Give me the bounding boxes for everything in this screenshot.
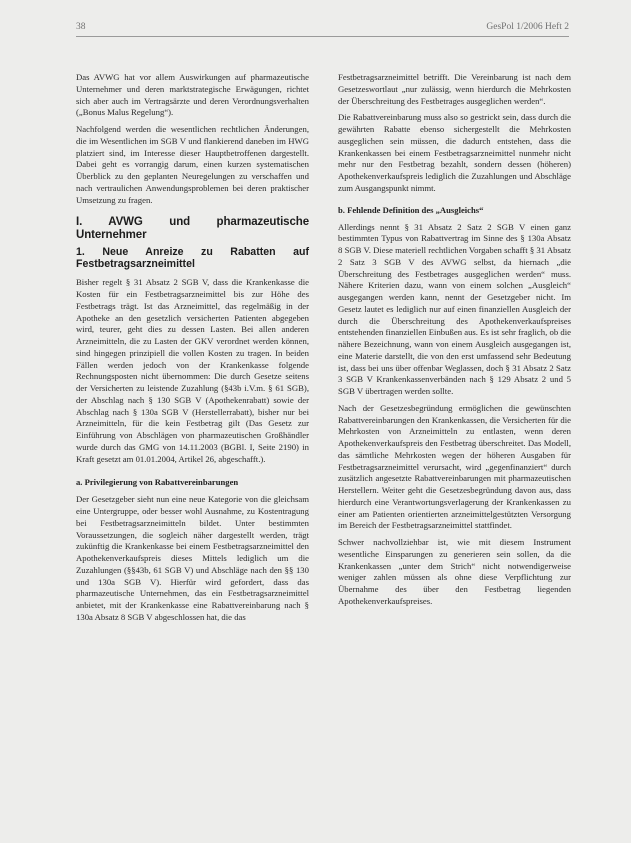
body-paragraph: Allerdings nennt § 31 Absatz 2 Satz 2 SGB V einen ganz bestimmten Typus von Rabattvertrag im Sinne des § 130a Absatz 8 SGB V. Diese materiell rechtlichen Vorgaben schafft § 31 Absatz 2 Satz 3 SGB V des AVWG selbst, da hiernach „die Überschreitung des Festbetrages ausgeglichen werden“ muss. Nähere Kriterien dazu, wann von einem solchen „Ausgleich“ ausgegangen werden kann, nennt der Gesetzgeber nicht. Im Gesetz lautet es lediglich nur auf einen finanziellen Ausgleich der durch die Überschreitung des Apothekenverkaufspreises entstehenden finanziellen Einbußen aus. Es ist sehr fraglich, ob die nähere Bezeichnung, wann von einem Ausgleich ausgegangen ist, eine Materie darstellt, die von den erst umfassend sehr Bedeutung ist, dass bei uns über offenbar Weglassen, doch § 31 Absatz 2 Satz 3 SGB V Krankenkassenverbänden nach § 129 Absatz 2 und 5 SGB V übertragen werden sollte. bbox=[338, 221, 571, 396]
left-column bbox=[76, 72, 309, 629]
overview-paragraph: Nachfolgend werden die wesentlichen rechtlichen Änderungen, die im Wesentlichen im SGB V und flankierend daneben im HWG platziert sind, im Interesse dieser Hauptbetroffenen dargestellt. Dabei geht es vorrangig darum, einen kurzen systematischen Überblick zu den geplanten Neuregelungen zu verschaffen und nach vertraulichen Anwendungsproblemen bei deren praktischer Umsetzung zu fragen. bbox=[76, 124, 309, 205]
journal-reference: GesPol 1/2006 Heft 2 bbox=[486, 22, 569, 32]
section-heading: I. AVWG und pharmazeutische Unternehmer bbox=[76, 216, 309, 241]
header-rule bbox=[76, 36, 569, 37]
body-paragraph: Schwer nachvollziehbar ist, wie mit diesem Instrument wesentliche Einsparungen zu generieren sein sollen, da die Krankenkassen „unter dem Strich“ nicht notwendigerweise weniger zahlen müssen als ohne diese Verpflichtung zur Übernahme des über den Festbetrag liegenden Apothekenverkaufspreises. bbox=[338, 537, 571, 606]
page-number: 38 bbox=[76, 22, 86, 32]
subheading-a: a. Privilegierung von Rabattvereinbarungen bbox=[76, 477, 239, 488]
subheading-b: b. Fehlende Definition des „Ausgleichs“ bbox=[338, 204, 484, 215]
body-paragraph: Bisher regelt § 31 Absatz 2 SGB V, dass die Krankenkasse die Kosten für ein Festbetragsarzneimittel bis zur Höhe des Festbetrags trägt. Ist das Arzneimittel, das regelmäßig in der Apotheke an den gesetzlich versicherten Patienten abgegeben wird, teurer, geht dies zu dessen Lasten. Bei allen anderen Arzneimitteln, die zu Lasten der GKV verordnet werden können, sind hingegen prinzipiell die vollen Kosten zu tragen. In beiden Fällen werden jedoch von der Krankenkasse folgende Rechnungsposten nicht übernommen: Die durch Gesetze seitens der Versicherten zu leistende Zuzahlung (§43b i.V.m. § 61 SGB), der Abschlag nach § 130 SGB V (Apothekenrabatt) sowie der Abschlag nach § 130a SGB V (Herstellerrabatt), bisher nur bei Arzneimitteln, für die kein Festbetrag gilt (Das Gesetz zur Einführung von Abschlägen von pharmazeutischen Großhändler wurde durch das GMG von 14.11.2003 (BGBl. I, Seite 2190) in Kraft gesetzt am 01.01.2004, Artikel 26, abgeschafft.). bbox=[76, 277, 309, 464]
right-column bbox=[338, 72, 571, 613]
body-paragraph: Die Rabattvereinbarung muss also so gestrickt sein, dass durch die gewährten Rabatte ebenso sichergestellt die Mehrkosten ausgeglichen sein müssen, die dadurch entstehen, dass die Krankenkassen bei einem Festbetragsarzneimittel nunmehr nicht mehr nur den Festbetrag bezahlt, sondern dessen (höheren) Apothekenverkaufspreis lediglich die Zuzahlungen und Abschläge zum Ausgangspunkt nimmt. bbox=[338, 112, 571, 193]
body-paragraph: Festbetragsarzneimittel betrifft. Die Vereinbarung ist nach dem Gesetzeswortlaut „nur zulässig, wenn hierdurch die Mehrkosten der Überschreitung des Festbetrages ausgeglichen werden“. bbox=[338, 72, 571, 106]
subsection-heading: 1. Neue Anreize zu Rabatten auf Festbetragsarzneimittel bbox=[76, 246, 309, 270]
body-paragraph: Der Gesetzgeber sieht nun eine neue Kategorie von die gleichsam eine Untergruppe, oder besser wohl Ausnahme, zu Kostentragung bei Festbetragsarzneimitteln bildet. Unter bestimmten Voraussetzungen, die sogleich näher dargestellt werden, trägt zukünftig die Krankenkasse bei einem Festbetragsarzneimittel den Apothekenverkaufspreis dieses Mittels lediglich um die Zuzahlungen (§§43b, 61 SGB V) und Abschläge nach den §§ 130 und 130a SGB V). Hierfür wird gefordert, dass das pharmazeutische Unternehmen, das ein Festbetragsarzneimittel anbietet, mit der Krankenkasse eine Rabattvereinbarung nach § 130a Absatz 8 SGB V abgeschlossen hat, die das bbox=[76, 494, 309, 622]
body-paragraph: Nach der Gesetzesbegründung ermöglichen die gewünschten Rabattvereinbarungen den Krankenkassen, die Versicherten für die Mehrkosten von Arzneimitteln zu entlasten, wenn deren Apothekenverkaufspreis den Festbetrag überschreitet. Das Modell, das sämtliche Mehrkosten wegen der höheren Ausgaben für Festbetragsarzneimittel verursacht, wird „gegenfinanziert“ durch zusätzlich angesetzte Rabattvereinbarungen mit pharmazeutischen Herstellern. Weiter geht die Gesetzesbegründung davon aus, dass hierdurch eine Verantwortungsverlagerung der Krankenkassen zu einer am Patienten orientierten arzneimittelgestützten Versorgung im Bereich der Festbetragsarzneimittel stattfindet. bbox=[338, 402, 571, 531]
intro-paragraph: Das AVWG hat vor allem Auswirkungen auf pharmazeutische Unternehmer und deren marktstrategische Erwägungen, richtet sich aber auch im Vertragsärzte und deren Verordnungsverhalten („Bonus Malus Regelung“). bbox=[76, 72, 309, 118]
